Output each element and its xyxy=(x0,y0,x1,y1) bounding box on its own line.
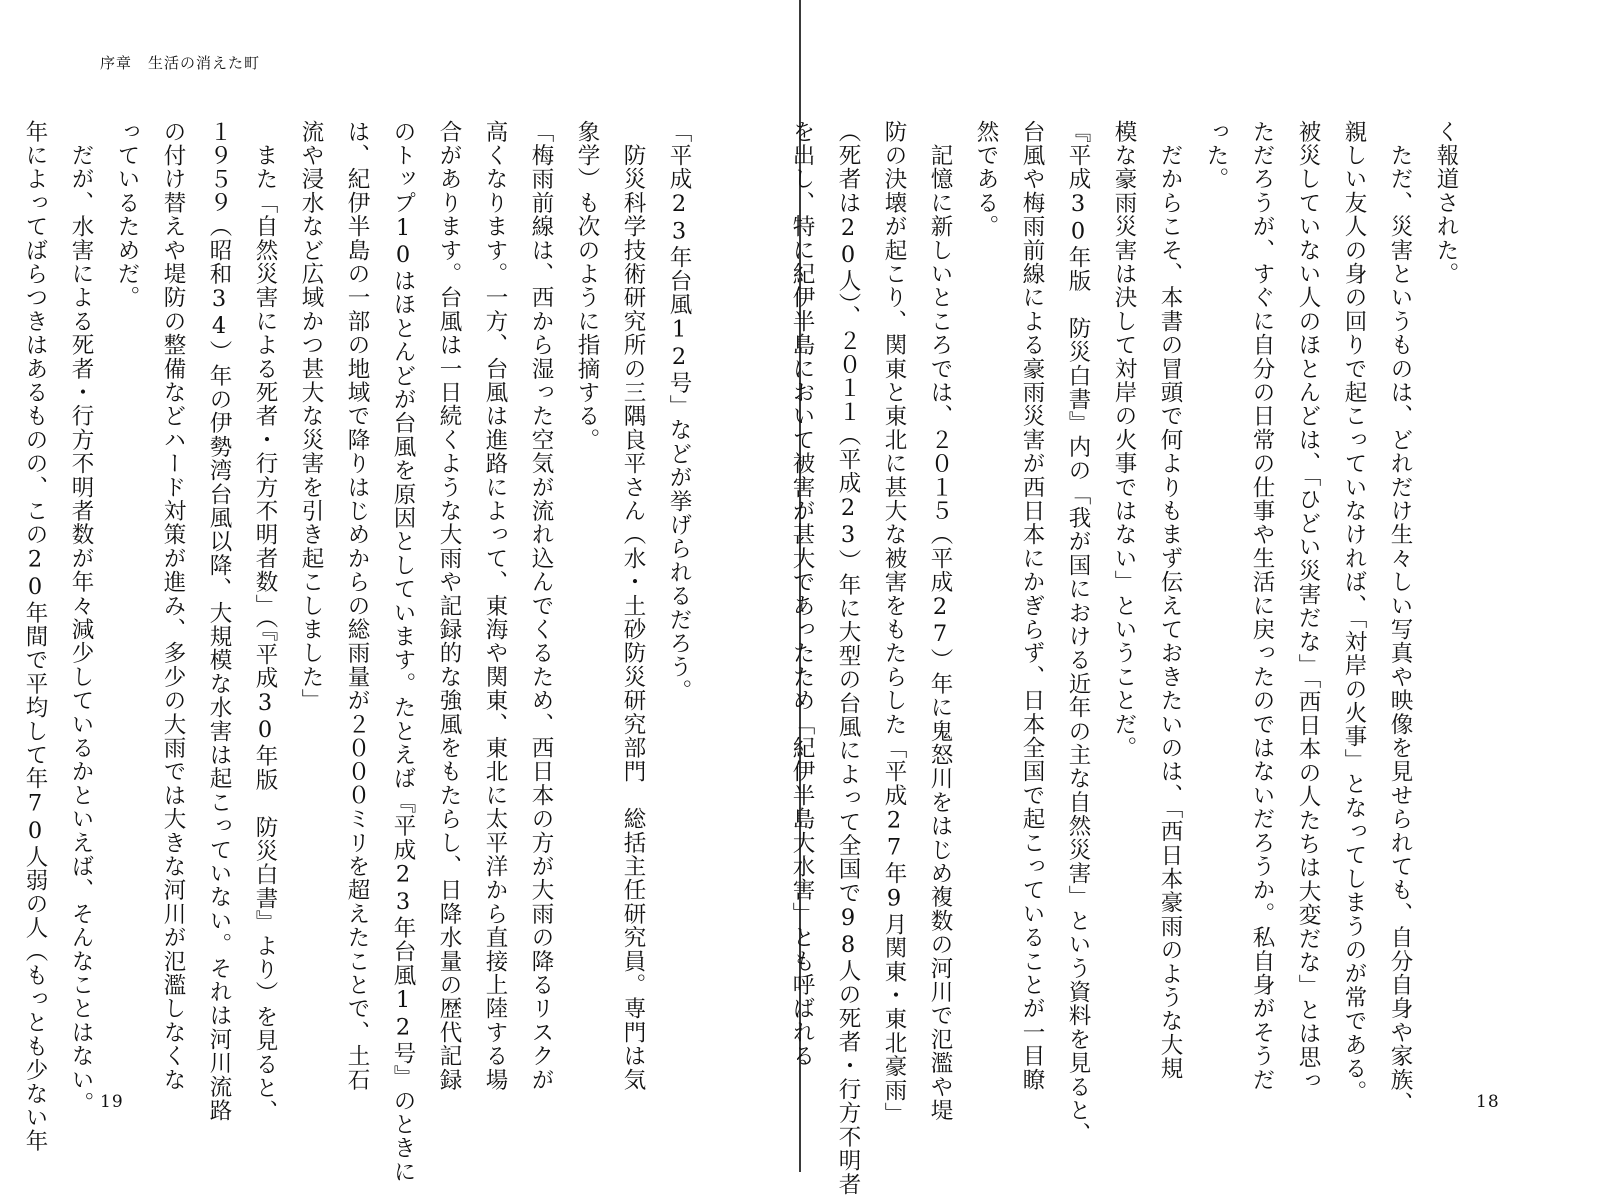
body-line: 流や浸水など広域かつ甚大な災害を引き起こしました」 xyxy=(298,120,324,713)
body-line: 記憶に新しいところでは、２０１５（平成27）年に鬼怒川をはじめ複数の河川で氾濫や堤 xyxy=(927,120,953,1123)
page-18-body-text xyxy=(789,120,1469,1196)
body-line: 親しい友人の身の回りで起こっていなければ、「対岸の火事」となってしまうのが常である。 xyxy=(1341,120,1367,1105)
body-line: 象学）も次のように指摘する。 xyxy=(574,120,600,452)
body-line: 年によってばらつきはあるものの、この20年間で平均して年70人弱の人（もっとも少ない年 xyxy=(22,120,48,1154)
body-line: く報道された。 xyxy=(1433,120,1459,286)
body-line: １９５９（昭和34）年の伊勢湾台風以降、大規模な水害は起こっていない。それは河川流路 xyxy=(206,120,232,1123)
body-line: ただろうが、すぐに自分の日常の仕事や生活に戻ったのではないだろうか。私自身がそうだ xyxy=(1249,120,1275,1092)
body-line: （死者は20人）、２０１１（平成23）年に大型の台風によって全国で98人の死者・行方不明者 xyxy=(835,120,861,1196)
body-line: ただ、災害というものは、どれだけ生々しい写真や映像を見せられても、自分自身や家族、 xyxy=(1387,120,1413,1116)
page-number-right: 18 xyxy=(1476,1092,1500,1112)
body-line: のトップ10はほとんどが台風を原因としています。たとえば『平成23年台風12号』のときに xyxy=(390,120,416,1184)
body-line: は、紀伊半島の一部の地域で降りはじめからの総雨量が２０００ミリを超えたことで、土石 xyxy=(344,120,370,1092)
running-head: 序章 生活の消えた町 xyxy=(100,54,261,72)
body-line: 『平成30年版 防災白書』内の「我が国における近年の主な自然災害」という資料を見ると、 xyxy=(1065,120,1091,1147)
page-19-body-text xyxy=(22,120,702,1184)
body-line: だからこそ、本書の冒頭で何よりもまず伝えておきたいのは、「西日本豪雨のような大規 xyxy=(1157,120,1183,1081)
body-line: また「自然災害による死者・行方不明者数」（『平成30年版 防災白書』より）を見ると、 xyxy=(252,120,278,1124)
body-line: 防の決壊が起こり、関東と東北に甚大な被害をもたらした「平成27年9月関東・東北豪雨」 xyxy=(881,120,907,1126)
body-line: 「平成23年台風12号」などが挙げられるだろう。 xyxy=(666,120,692,703)
body-line: 合があります。台風は一日続くような大雨や記録的な強風をもたらし、日降水量の歴代記録 xyxy=(436,120,462,1092)
body-line: った。 xyxy=(1203,120,1229,192)
body-line: 然である。 xyxy=(973,120,999,239)
page-number-left: 19 xyxy=(100,1092,124,1112)
body-line: を出し、特に紀伊半島において被害が甚大であったため「紀伊半島大水害」とも呼ばれる xyxy=(789,120,815,1068)
body-line: 模な豪雨災害は決して対岸の火事ではない」ということだ。 xyxy=(1111,120,1137,760)
body-line: だが、水害による死者・行方不明者数が年々減少しているかといえば、そんなことはない。 xyxy=(68,120,94,1116)
body-line: 台風や梅雨前線による豪雨災害が西日本にかぎらず、日本全国で起こっていることが一目瞭 xyxy=(1019,120,1045,1092)
body-line: 防災科学技術研究所の三隅良平さん（水・土砂防災研究部門 総括主任研究員。専門は気 xyxy=(620,120,646,1092)
body-line: っているためだ。 xyxy=(114,120,140,310)
body-line: の付け替えや堤防の整備などハード対策が進み、多少の大雨では大きな河川が氾濫しなくな xyxy=(160,120,186,1092)
body-line: 被災していない人のほとんどは、「ひどい災害だな」「西日本の人たちは大変だな」とは思っ xyxy=(1295,120,1321,1093)
body-line: 「梅雨前線は、西から湿った空気が流れ込んでくるため、西日本の方が大雨の降るリスクが xyxy=(528,120,554,1092)
body-line: 高くなります。一方、台風は進路によって、東海や関東、東北に太平洋から直接上陸する場 xyxy=(482,120,508,1092)
